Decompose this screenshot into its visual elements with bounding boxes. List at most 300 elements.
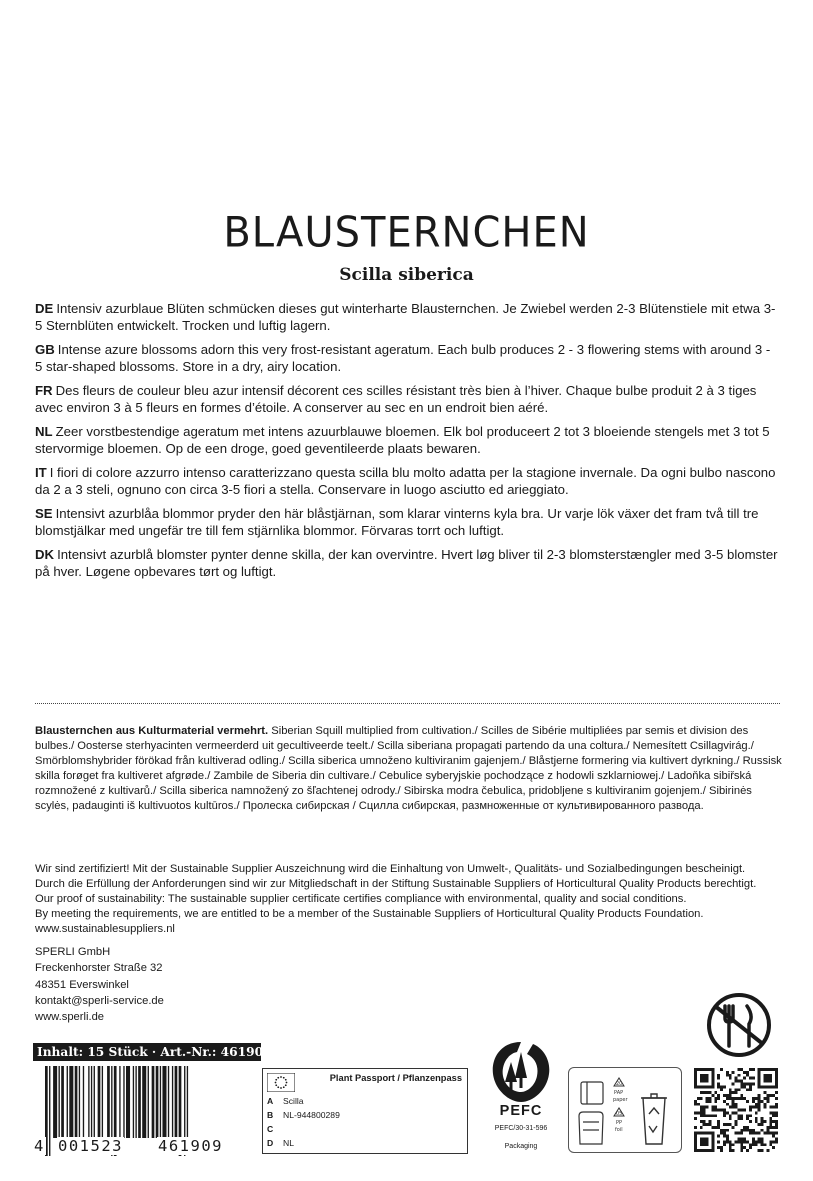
qr-module [746, 1100, 749, 1103]
qr-module [737, 1132, 740, 1135]
qr-module [729, 1094, 732, 1097]
foil-code: 05 [616, 1111, 623, 1117]
qr-module [714, 1109, 717, 1112]
qr-module [772, 1085, 775, 1088]
qr-module [732, 1106, 735, 1109]
qr-module [700, 1068, 703, 1071]
qr-module [703, 1132, 706, 1135]
qr-module [700, 1106, 703, 1109]
qr-module [717, 1109, 720, 1112]
qr-module [775, 1123, 778, 1126]
qr-module [706, 1085, 709, 1088]
qr-module [761, 1140, 764, 1143]
qr-module [729, 1123, 732, 1126]
barcode-bar [75, 1066, 78, 1138]
qr-module [735, 1080, 738, 1083]
qr-module [775, 1106, 778, 1109]
qr-module [775, 1082, 778, 1085]
qr-module [752, 1100, 755, 1103]
description-text: Zeer vorstbestendige ageratum met intens azuurblauwe bloemen. Elk bol produceert 2 tot 3 bloeiende stengels met 3 tot 5 stervormige bloemen. Op de een droge, goed geventileerde plaats bewaren. [35, 424, 770, 456]
qr-module [761, 1117, 764, 1120]
qr-module [711, 1085, 714, 1088]
barcode-left-digits: 001523 [58, 1137, 123, 1155]
barcode-bar [88, 1066, 89, 1138]
qr-module [711, 1132, 714, 1135]
qr-module [714, 1126, 717, 1129]
passport-row-d [267, 1138, 294, 1148]
street: Freckenhorster Straße 32 [35, 962, 163, 975]
passport-row-b [267, 1110, 340, 1120]
qr-module [758, 1149, 761, 1152]
eu-star [277, 1086, 279, 1088]
qr-module [752, 1068, 755, 1071]
passport-row-a [267, 1096, 304, 1106]
qr-module [703, 1068, 706, 1071]
qr-module [697, 1103, 700, 1106]
qr-module [694, 1111, 697, 1114]
eu-star [275, 1079, 277, 1081]
qr-module [758, 1109, 761, 1112]
company-name: SPERLI GmbH [35, 946, 111, 958]
qr-module [694, 1071, 697, 1074]
qr-module [740, 1109, 743, 1112]
qr-module [726, 1129, 729, 1132]
qr-module [746, 1126, 749, 1129]
qr-module [711, 1143, 714, 1146]
lang-code: DE [35, 301, 54, 316]
qr-module [697, 1085, 700, 1088]
qr-module [723, 1094, 726, 1097]
qr-module [769, 1074, 772, 1077]
qr-module [711, 1080, 714, 1083]
barcode-bar [91, 1066, 92, 1138]
qr-module [694, 1138, 697, 1141]
qr-module [729, 1149, 732, 1152]
qr-module [740, 1117, 743, 1120]
barcode-bar [107, 1066, 110, 1138]
qr-module [775, 1138, 778, 1141]
description-list [35, 300, 780, 587]
passport-key: B [267, 1110, 274, 1120]
qr-module [700, 1085, 703, 1088]
qr-module [775, 1140, 778, 1143]
not-edible-icon [697, 992, 781, 1058]
website: www.sperli.de [35, 1011, 105, 1024]
qr-module [723, 1129, 726, 1132]
qr-module [706, 1149, 709, 1152]
qr-module [729, 1106, 732, 1109]
qr-module [761, 1100, 764, 1103]
qr-module [706, 1100, 709, 1103]
qr-module [737, 1117, 740, 1120]
qr-module [726, 1123, 729, 1126]
barcode-bar [119, 1066, 120, 1138]
eu-star [277, 1077, 279, 1079]
barcode-bar [135, 1066, 136, 1138]
barcode-bar [175, 1066, 178, 1138]
qr-module [758, 1082, 761, 1085]
qr-module [772, 1094, 775, 1097]
barcode-first-digit: 4 [34, 1137, 45, 1155]
qr-module [717, 1085, 720, 1088]
qr-module [700, 1126, 703, 1129]
qr-module [772, 1068, 775, 1071]
qr-module [755, 1097, 758, 1100]
qr-module [775, 1097, 778, 1100]
qr-module [755, 1106, 758, 1109]
qr-module [694, 1080, 697, 1083]
qr-module [775, 1071, 778, 1074]
eu-star [280, 1076, 282, 1078]
cert-url: www.sustainablesuppliers.nl [35, 923, 175, 935]
qr-module [720, 1085, 723, 1088]
qr-module [737, 1140, 740, 1143]
qr-module [758, 1077, 761, 1080]
qr-module [766, 1068, 769, 1071]
qr-module [735, 1140, 738, 1143]
qr-module [740, 1082, 743, 1085]
qr-module [737, 1097, 740, 1100]
qr-module [764, 1091, 767, 1094]
qr-module [706, 1123, 709, 1126]
qr-module [706, 1074, 709, 1077]
qr-module [737, 1138, 740, 1141]
qr-module [706, 1091, 709, 1094]
qr-module [729, 1088, 732, 1091]
cert-line: By meeting the requirements, we are entitled to be a member of the Sustainable Suppliers of Horticultural Quality Products Foundation. [35, 908, 704, 920]
qr-module [708, 1149, 711, 1152]
eu-star [286, 1082, 288, 1084]
qr-module [743, 1140, 746, 1143]
qr-module [746, 1088, 749, 1091]
qr-module [706, 1114, 709, 1117]
qr-module [758, 1085, 761, 1088]
qr-module [720, 1088, 723, 1091]
qr-module [703, 1109, 706, 1112]
botanical-name: Scilla siberica [339, 265, 474, 285]
qr-module [703, 1080, 706, 1083]
paper-label: PAP [614, 1090, 624, 1096]
lang-code: SE [35, 506, 53, 521]
qr-module [717, 1097, 720, 1100]
qr-module [729, 1077, 732, 1080]
qr-module [694, 1143, 697, 1146]
qr-module [714, 1097, 717, 1100]
qr-module [694, 1068, 697, 1071]
barcode-bar [59, 1066, 60, 1138]
qr-module [740, 1068, 743, 1071]
qr-module [740, 1138, 743, 1141]
qr-module [729, 1091, 732, 1094]
qr-module [703, 1149, 706, 1152]
qr-module [766, 1080, 769, 1083]
qr-module [752, 1140, 755, 1143]
qr-module [758, 1138, 761, 1141]
qr-module [746, 1071, 749, 1074]
qr-module [729, 1074, 732, 1077]
qr-module [694, 1117, 697, 1120]
qr-module [711, 1094, 714, 1097]
cert-line: Durch die Erfüllung der Anforderungen sind wir zur Mitgliedschaft in der Stiftung Sustainable Suppliers of Horticultural Quality Products berechtigt. [35, 878, 757, 890]
qr-module [737, 1080, 740, 1083]
barcode-bar [67, 1066, 68, 1138]
qr-module [732, 1082, 735, 1085]
qr-module [723, 1109, 726, 1112]
qr-module [700, 1097, 703, 1100]
pefc-name: PEFC [499, 1103, 543, 1119]
qr-module [743, 1126, 746, 1129]
barcode-bar [156, 1066, 159, 1138]
qr-module [717, 1123, 720, 1126]
qr-module [703, 1143, 706, 1146]
qr-module [706, 1077, 709, 1080]
qr-module [749, 1077, 752, 1080]
qr-module [746, 1149, 749, 1152]
barcode-bar [49, 1066, 50, 1156]
qr-module [732, 1149, 735, 1152]
qr-module [726, 1111, 729, 1114]
certification-note [35, 862, 795, 937]
qr-module [766, 1100, 769, 1103]
qr-module [717, 1077, 720, 1080]
qr-module [723, 1132, 726, 1135]
barcode-bar [61, 1066, 64, 1138]
qr-module [729, 1143, 732, 1146]
qr-module [769, 1094, 772, 1097]
qr-module [732, 1111, 735, 1114]
qr-module [697, 1132, 700, 1135]
qr-module [720, 1146, 723, 1149]
qr-module [697, 1149, 700, 1152]
qr-module [758, 1103, 761, 1106]
qr-module [703, 1077, 706, 1080]
qr-module [703, 1123, 706, 1126]
qr-module [769, 1068, 772, 1071]
barcode-bar [168, 1066, 169, 1138]
qr-module [700, 1111, 703, 1114]
qr-module [761, 1138, 764, 1141]
qr-module [726, 1103, 729, 1106]
passport-title: Plant Passport / Pflanzenpass [329, 1073, 462, 1083]
qr-module [746, 1140, 749, 1143]
eu-flag-icon [267, 1073, 295, 1092]
qr-module [717, 1146, 720, 1149]
passport-value: Scilla [283, 1096, 304, 1106]
qr-module [764, 1085, 767, 1088]
qr-module [694, 1132, 697, 1135]
passport-key: D [267, 1138, 274, 1148]
qr-module [708, 1100, 711, 1103]
qr-module [717, 1135, 720, 1138]
qr-module [706, 1106, 709, 1109]
qr-module [755, 1120, 758, 1123]
qr-module [769, 1140, 772, 1143]
qr-module [700, 1091, 703, 1094]
qr-module [766, 1126, 769, 1129]
barcode-bar [142, 1066, 146, 1138]
barcode-bar [148, 1066, 149, 1138]
description-text: Intense azure blossoms adorn this very frost-resistant ageratum. Each bulb produces 2 - 3 flowering stems with around 3 - 5 star-shaped blossoms. Store in a dry, airy location. [35, 342, 771, 374]
qr-module [700, 1077, 703, 1080]
qr-module [726, 1094, 729, 1097]
qr-module [775, 1091, 778, 1094]
qr-module [752, 1106, 755, 1109]
qr-module [737, 1074, 740, 1077]
qr-module [743, 1146, 746, 1149]
qr-module [700, 1114, 703, 1117]
qr-module [749, 1143, 752, 1146]
qr-module [772, 1140, 775, 1143]
qr-module [769, 1126, 772, 1129]
qr-module [711, 1146, 714, 1149]
qr-module [726, 1140, 729, 1143]
qr-module [723, 1085, 726, 1088]
lang-code: GB [35, 342, 55, 357]
qr-module [706, 1138, 709, 1141]
cert-line: Wir sind zertifiziert! Mit der Sustainable Supplier Auszeichnung wird die Einhaltung von Umwelt-, Qualitäts- und Sozialbedingungen bescheinigt. [35, 863, 746, 875]
description-text: I fiori di colore azzurro intenso caratterizzano questa scilla blu molto adatta per la stagione invernale. Da ogni bulbo nascono da 2 a 3 steli, ognuno con circa 3-5 fiori a stella. Conservare in luogo asciutto ed arieggiato. [35, 465, 776, 497]
qr-module [717, 1126, 720, 1129]
qr-module [700, 1132, 703, 1135]
qr-module [746, 1082, 749, 1085]
eu-star [283, 1077, 285, 1079]
qr-module [775, 1111, 778, 1114]
qr-module [775, 1126, 778, 1129]
qr-module [772, 1132, 775, 1135]
qr-module [732, 1071, 735, 1074]
eu-star [285, 1079, 287, 1081]
description-nl [35, 423, 780, 457]
qr-module [766, 1085, 769, 1088]
qr-module [711, 1071, 714, 1074]
qr-module [723, 1143, 726, 1146]
qr-module [700, 1109, 703, 1112]
company-address [35, 944, 164, 1025]
qr-module [772, 1114, 775, 1117]
pefc-packaging-label: Packaging [504, 1143, 538, 1150]
qr-module [752, 1138, 755, 1141]
qr-module [735, 1106, 738, 1109]
qr-module [697, 1111, 700, 1114]
qr-module [746, 1114, 749, 1117]
qr-module [764, 1080, 767, 1083]
qr-module [758, 1097, 761, 1100]
qr-module [772, 1146, 775, 1149]
qr-module [717, 1120, 720, 1123]
qr-module [706, 1097, 709, 1100]
qr-module [740, 1143, 743, 1146]
qr-module [729, 1140, 732, 1143]
qr-module [737, 1088, 740, 1091]
qr-module [729, 1146, 732, 1149]
eu-star [280, 1087, 282, 1089]
qr-module [740, 1114, 743, 1117]
qr-module [714, 1091, 717, 1094]
eu-star [285, 1084, 287, 1086]
origin-note [35, 724, 785, 814]
qr-module [743, 1071, 746, 1074]
qr-module [726, 1071, 729, 1074]
qr-module [769, 1132, 772, 1135]
qr-module [764, 1068, 767, 1071]
qr-module [735, 1132, 738, 1135]
qr-module [694, 1082, 697, 1085]
qr-module [700, 1143, 703, 1146]
qr-module [708, 1120, 711, 1123]
foil-word: foil [615, 1127, 623, 1133]
qr-module [764, 1143, 767, 1146]
qr-module [708, 1068, 711, 1071]
qr-module [700, 1149, 703, 1152]
qr-module [749, 1068, 752, 1071]
qr-module [732, 1091, 735, 1094]
qr-module [761, 1129, 764, 1132]
qr-module [740, 1132, 743, 1135]
qr-module [764, 1132, 767, 1135]
qr-module [740, 1149, 743, 1152]
lang-code: DK [35, 547, 55, 562]
qr-module [694, 1085, 697, 1088]
qr-module [761, 1120, 764, 1123]
qr-module [711, 1082, 714, 1085]
qr-module [735, 1088, 738, 1091]
qr-module [755, 1117, 758, 1120]
qr-module [700, 1074, 703, 1077]
qr-module [726, 1138, 729, 1141]
qr-module [749, 1120, 752, 1123]
pefc-code: PEFC/30-31-596 [494, 1125, 548, 1132]
passport-row-c [267, 1124, 283, 1134]
qr-module [758, 1094, 761, 1097]
lang-code: FR [35, 383, 53, 398]
dotted-divider [35, 703, 780, 704]
qr-module [758, 1132, 761, 1135]
barcode-bar [94, 1066, 95, 1138]
qr-module [775, 1120, 778, 1123]
passport-key: A [267, 1096, 274, 1106]
barcode-bar [83, 1066, 84, 1138]
qr-module [758, 1068, 761, 1071]
qr-module [766, 1129, 769, 1132]
paper-word: paper [613, 1097, 628, 1103]
barcode-bar [126, 1066, 130, 1138]
qr-module [708, 1123, 711, 1126]
description-gb [35, 341, 780, 375]
qr-module [700, 1138, 703, 1141]
qr-module [749, 1132, 752, 1135]
qr-module [752, 1082, 755, 1085]
qr-module [723, 1111, 726, 1114]
qr-module [697, 1068, 700, 1071]
qr-module [740, 1146, 743, 1149]
qr-module [723, 1140, 726, 1143]
qr-module [752, 1143, 755, 1146]
qr-module [694, 1103, 697, 1106]
qr-module [772, 1135, 775, 1138]
qr-module [749, 1146, 752, 1149]
qr-module [735, 1091, 738, 1094]
qr-module [729, 1117, 732, 1120]
qr-module [723, 1135, 726, 1138]
qr-module [700, 1140, 703, 1143]
qr-module [694, 1074, 697, 1077]
qr-module [723, 1123, 726, 1126]
qr-module [711, 1077, 714, 1080]
qr-module [720, 1109, 723, 1112]
qr-module [694, 1126, 697, 1129]
qr-module [761, 1149, 764, 1152]
qr-module [766, 1149, 769, 1152]
